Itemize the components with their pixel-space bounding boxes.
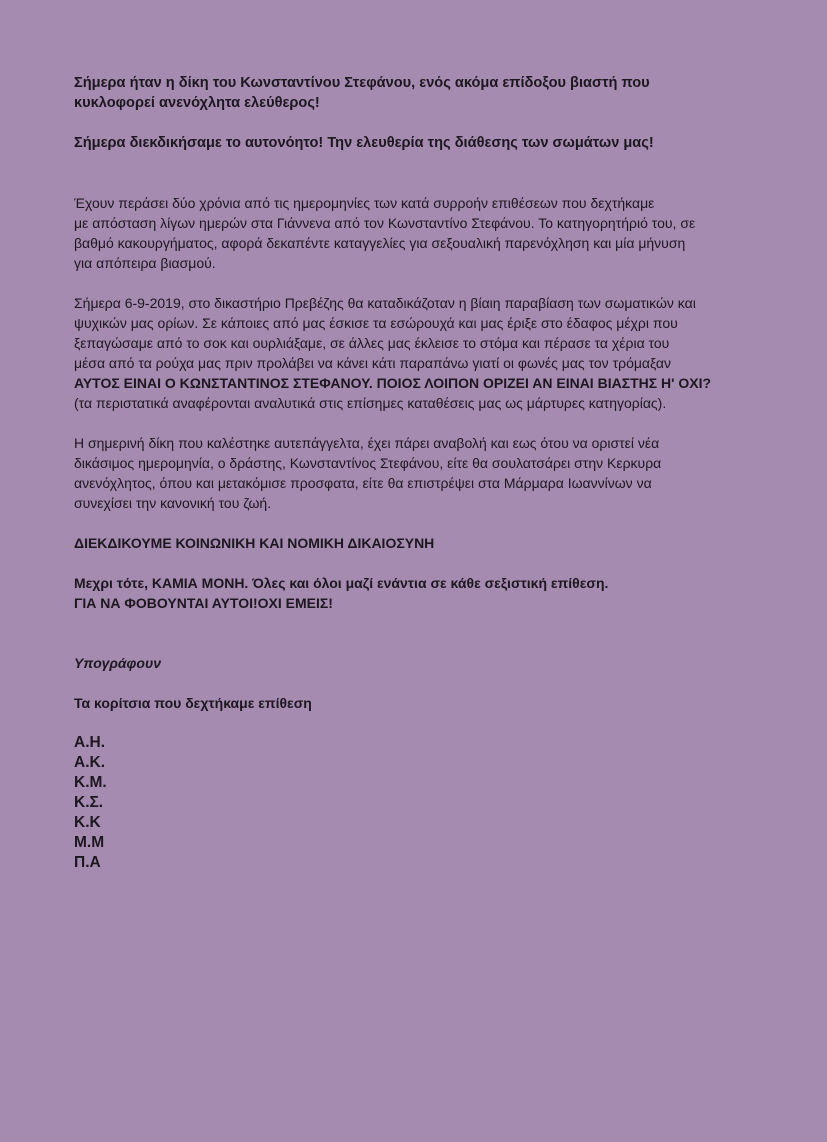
- signatory-initials: Κ.Σ.: [74, 794, 104, 811]
- signatories-label: Τα κορίτσια που δεχτήκαμε επίθεση: [74, 695, 312, 711]
- signatory-initials: Κ.Κ: [74, 814, 101, 831]
- paragraph-line: ανενόχλητος, όπου και μετακόμισε προσφατα, είτε θα επιστρέψει στα Μάρμαρα Ιωαννίνων να: [74, 475, 652, 491]
- signatory-initials: Μ.Μ: [74, 834, 105, 851]
- initials-list: [74, 733, 774, 873]
- accusation-line: ΑΥΤΟΣ ΕΙΝΑΙ Ο ΚΩΝΣΤΑΝΤΙΝΟΣ ΣΤΕΦΑΝΟΥ. ΠΟΙΟΣ ΛΟΙΠΟΝ ΟΡΙΖΕΙ ΑΝ ΕΙΝΑΙ ΒΙΑΣΤΗΣ Η' ΟΧΙ?: [74, 375, 712, 391]
- closing-line: Μεχρι τότε, ΚΑΜΙΑ ΜΟΝΗ. Όλες και όλοι μαζί ενάντια σε κάθε σεξιστική επίθεση.: [74, 575, 609, 591]
- paragraph-line: δικάσιμος ημερομηνία, ο δράστης, Κωνσταντίνος Στεφάνου, είτε θα σουλατσάρει στην Κερκυρα: [74, 455, 662, 471]
- testimony-note: (τα περιστατικά αναφέρονται αναλυτικά στις επίσημες καταθέσεις μας ως μάρτυρες κατηγορίας).: [74, 395, 667, 411]
- paragraph-line: ξεπαγώσαμε από το σοκ και ουρλιάξαμε, σε άλλες μας έκλεισε το στόμα και πέρασε τα χέρια του: [74, 335, 670, 351]
- paragraph-line: συνεχίσει την κανονική του ζωή.: [74, 495, 272, 511]
- closing-line: ΓΙΑ ΝΑ ΦΟΒΟΥΝΤΑΙ ΑΥΤΟΙ!ΟΧΙ ΕΜΕΙΣ!: [74, 595, 333, 611]
- paragraph-trial: [74, 293, 774, 413]
- claim-statement: Σήμερα διεκδικήσαμε το αυτονόητο! Την ελευθερία της διάθεσης των σωμάτων μας!: [74, 135, 654, 151]
- paragraph-postponement: [74, 433, 774, 513]
- paragraph-line: με απόσταση λίγων ημερών στα Γιάννενα από τον Κωνσταντίνο Στεφάνου. Το κατηγορητήριό του, σε: [74, 215, 696, 231]
- headline: [74, 73, 774, 113]
- paragraph-line: Σήμερα 6-9-2019, στο δικαστήριο Πρεβέζης θα καταδικάζοταν η βίαιη παραβίαση των σωματικών και: [74, 295, 696, 311]
- signatory-initials: Α.Η.: [74, 734, 105, 751]
- paragraph-line: Η σημερινή δίκη που καλέστηκε αυτεπάγγελτα, έχει πάρει αναβολή και εως ότου να οριστεί νέα: [74, 435, 660, 451]
- signatory-initials: Κ.Μ.: [74, 774, 107, 791]
- paragraph-line: ψυχικών μας ορίων. Σε κάποιες από μας έσκισε τα εσώρουχά και μας έριξε στο έδαφος μέχρι που: [74, 315, 678, 331]
- headline-line: Σήμερα ήταν η δίκη του Κωνσταντίνου Στεφάνου, ενός ακόμα επίδοξου βιαστή που: [74, 75, 650, 91]
- paragraph-line: Έχουν περάσει δύο χρόνια από τις ημερομηνίες των κατά συρροήν επιθέσεων που δεχτήκαμε: [74, 195, 655, 211]
- closing-statement: [74, 573, 774, 613]
- letter-body: [74, 73, 774, 873]
- signatures-heading: Υπογράφουν: [74, 655, 162, 671]
- paragraph-line: βαθμό κακουργήματος, αφορά δεκαπέντε καταγγελίες για σεξουαλική παρενόχληση και μία μήνυση: [74, 235, 686, 251]
- signatory-initials: Α.Κ.: [74, 754, 105, 771]
- headline-line: κυκλοφορεί ανενόχλητα ελεύθερος!: [74, 95, 320, 111]
- justice-demand: ΔΙΕΚΔΙΚΟΥΜΕ ΚΟΙΝΩΝΙΚΗ ΚΑΙ ΝΟΜΙΚΗ ΔΙΚΑΙΟΣΥΝΗ: [74, 535, 435, 551]
- paragraph-line: μέσα από τα ρούχα μας πριν προλάβει να κάνει κάτι παραπάνω γιατί οι φωνές μας τον τρόμαξαν: [74, 355, 672, 371]
- paragraph-line: για απόπειρα βιασμού.: [74, 255, 216, 271]
- signatory-initials: Π.Α: [74, 854, 101, 871]
- paragraph-background: [74, 193, 774, 273]
